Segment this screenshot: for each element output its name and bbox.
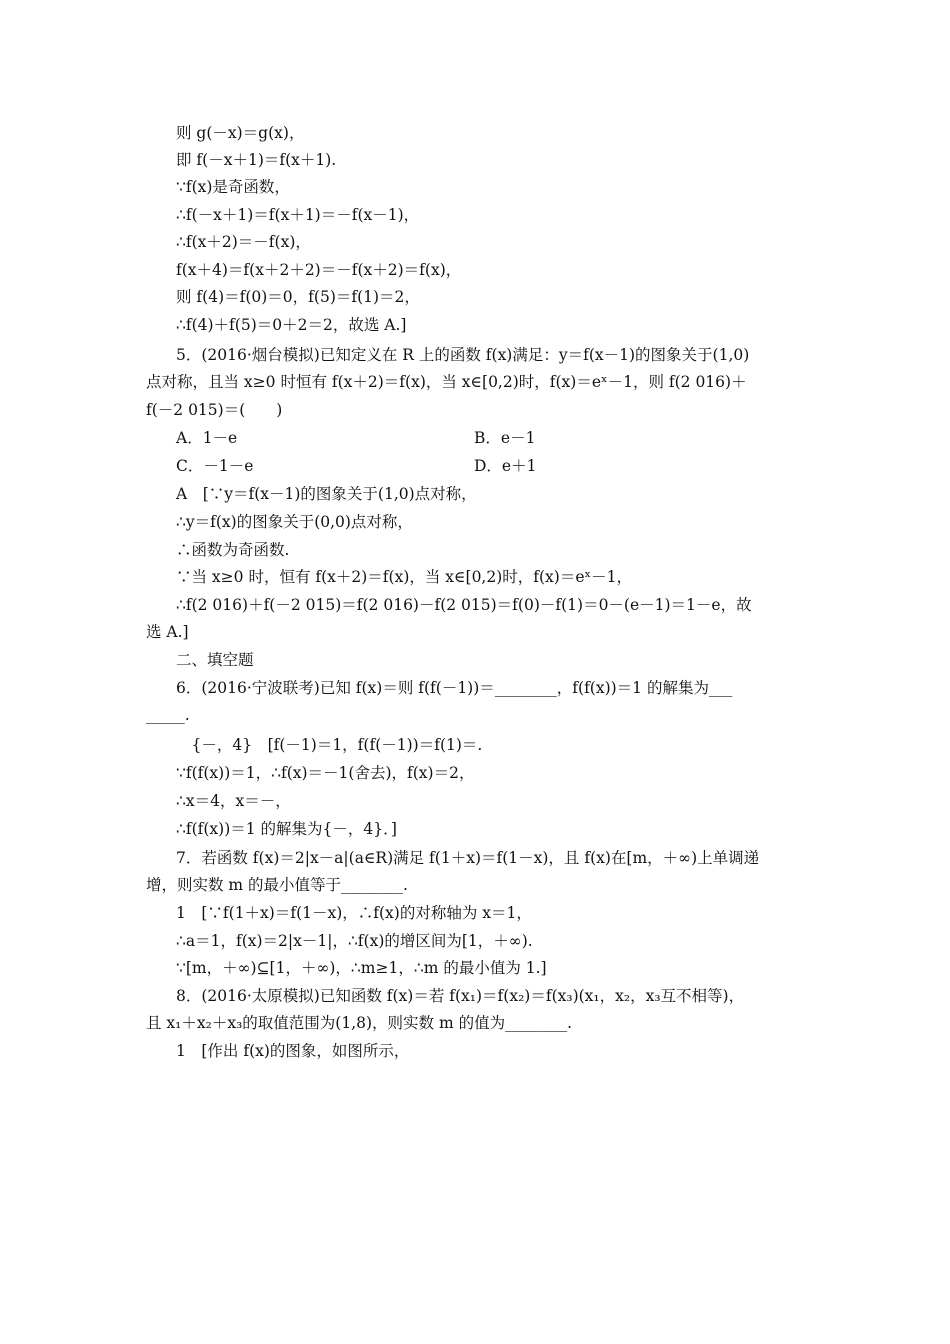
answer-5-text: ∴y＝f(x)的图象关于(0,0)点对称， bbox=[176, 513, 413, 531]
question-7-text: 7．若函数 f(x)＝2|x－a|(a∈R)满足 f(1＋x)＝f(1－x)，且 f(x)在[m，＋∞)上单调递 bbox=[176, 849, 760, 867]
question-5-text: 5．(2016·烟台模拟)已知定义在 R 上的函数 f(x)满足：y＝f(x－1)的图象关于(1,0) bbox=[176, 346, 750, 364]
question-6-text: _____. bbox=[146, 706, 190, 724]
answer-5-text: 选 A.] bbox=[146, 623, 189, 641]
answer-6-text: ∴x＝4，x＝－， bbox=[176, 792, 291, 810]
text-line: ∴f(－x＋1)＝f(x＋1)＝－f(x－1)， bbox=[176, 206, 420, 224]
answer-6-text: ∵f(f(x))＝1，∴f(x)＝－1(舍去)，f(x)＝2， bbox=[176, 764, 475, 782]
answer-5-text: A [∵y＝f(x－1)的图象关于(1,0)点对称， bbox=[176, 485, 477, 503]
option-b: B．e－1 bbox=[474, 429, 536, 447]
answer-5-text: ∴f(2 016)＋f(－2 015)＝f(2 016)－f(2 015)＝f(0)－f(1)＝0－(e－1)＝1－e，故 bbox=[176, 596, 752, 614]
question-5-text: f(－2 015)＝( ) bbox=[146, 401, 283, 419]
answer-7-text: ∵[m，＋∞)⊆[1，＋∞)，∴m≥1，∴m 的最小值为 1.] bbox=[176, 959, 547, 977]
answer-5-text: ∵当 x≥0 时，恒有 f(x＋2)＝f(x)，当 x∈[0,2)时，f(x)＝eˣ－1， bbox=[176, 568, 632, 586]
option-c: C．－1－e bbox=[176, 457, 254, 475]
question-6-text: 6．(2016·宁波联考)已知 f(x)＝则 f(f(－1))＝________，f(f(x))＝1 的解集为___ bbox=[176, 679, 733, 697]
question-7-text: 增，则实数 m 的最小值等于________. bbox=[146, 876, 408, 894]
text-line: 则 g(－x)＝g(x)， bbox=[176, 124, 305, 142]
answer-8-text: 1 [作出 f(x)的图象，如图所示， bbox=[176, 1042, 410, 1060]
text-line: ∴f(4)＋f(5)＝0＋2＝2，故选 A.] bbox=[176, 316, 407, 334]
answer-6-text: {－，4} [f(－1)＝1，f(f(－1))＝f(1)＝. bbox=[176, 736, 483, 754]
answer-5-text: ∴函数为奇函数. bbox=[176, 541, 290, 559]
text-line: ∴f(x＋2)＝－f(x)， bbox=[176, 233, 311, 251]
option-d: D．e＋1 bbox=[474, 457, 537, 475]
question-8-text: 8．(2016·太原模拟)已知函数 f(x)＝若 f(x₁)＝f(x₂)＝f(x₃)(x₁，x₂，x₃互不相等)， bbox=[176, 987, 745, 1005]
option-a: A．1－e bbox=[176, 429, 238, 447]
text-line: f(x＋4)＝f(x＋2＋2)＝－f(x＋2)＝f(x)， bbox=[176, 261, 462, 279]
text-line: 即 f(－x＋1)＝f(x＋1). bbox=[176, 151, 337, 169]
question-5-text: 点对称，且当 x≥0 时恒有 f(x＋2)＝f(x)，当 x∈[0,2)时，f(x)＝eˣ－1，则 f(2 016)＋ bbox=[146, 373, 747, 391]
question-8-text: 且 x₁＋x₂＋x₃的取值范围为(1,8)，则实数 m 的值为________. bbox=[146, 1014, 573, 1032]
answer-6-text: ∴f(f(x))＝1 的解集为{－，4}．] bbox=[176, 820, 397, 838]
answer-7-text: ∴a＝1，f(x)＝2|x－1|，∴f(x)的增区间为[1，＋∞). bbox=[176, 932, 533, 950]
section-heading: 二、填空题 bbox=[176, 651, 254, 669]
text-line: 则 f(4)＝f(0)＝0，f(5)＝f(1)＝2， bbox=[176, 288, 420, 306]
answer-7-text: 1 [∵f(1＋x)＝f(1－x)，∴f(x)的对称轴为 x＝1， bbox=[176, 904, 532, 922]
text-line: ∵f(x)是奇函数， bbox=[176, 178, 290, 196]
